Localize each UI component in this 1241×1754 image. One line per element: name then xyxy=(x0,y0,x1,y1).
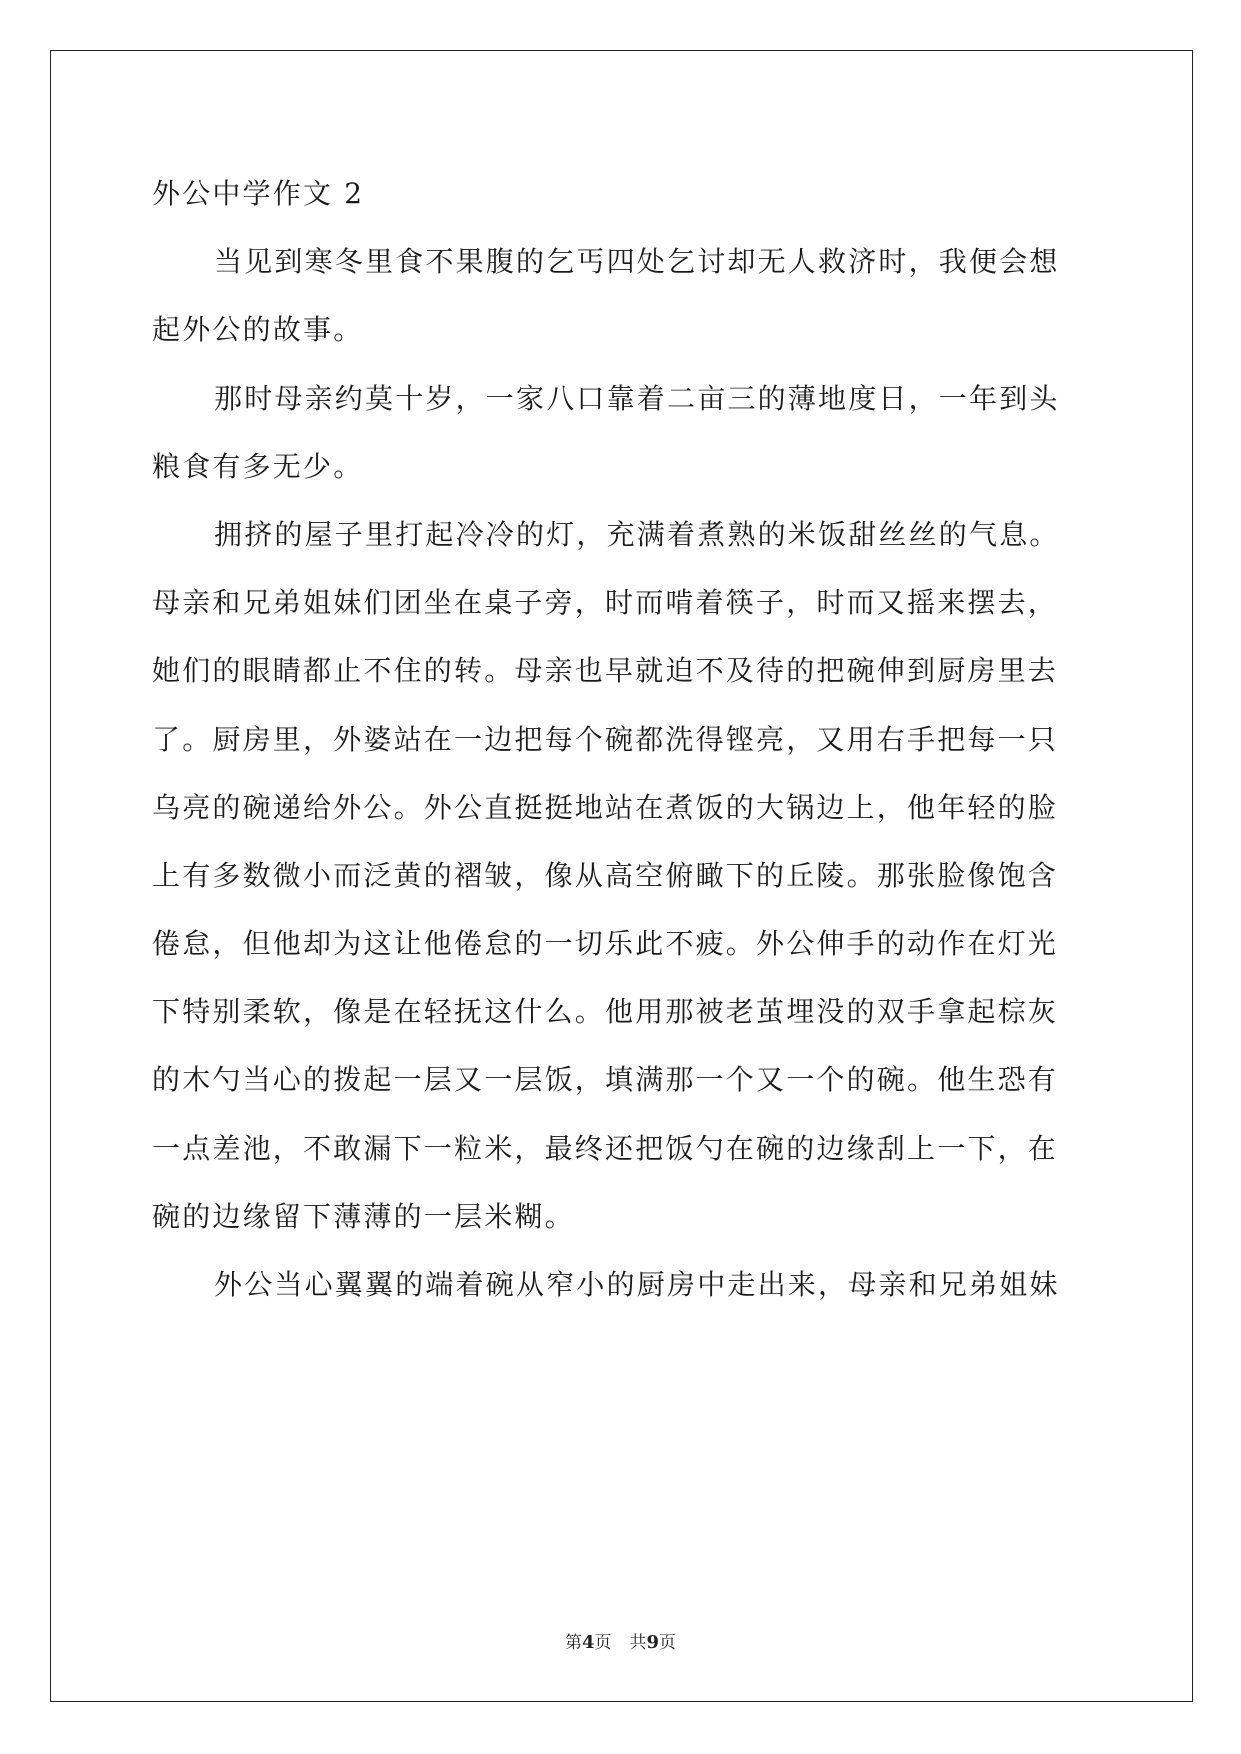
page-suffix: 页 xyxy=(594,1633,612,1653)
total-suffix: 页 xyxy=(659,1633,677,1653)
paragraph-line: 粮食有多无少。 xyxy=(152,449,364,483)
paragraph-line: 外公当心翼翼的端着碗从窄小的厨房中走出来，母亲和兄弟姐妹 xyxy=(214,1268,1060,1301)
paragraph-line: 了。厨房里，外婆站在一边把每个碗都洗得铿亮，又用右手把每一只 xyxy=(152,722,1059,756)
paragraph-line: 下特别柔软，像是在轻抚这什么。他用那被老茧埋没的双手拿起棕灰 xyxy=(152,995,1059,1029)
paragraph-line: 上有多数微小而泛黄的褶皱，像从高空俯瞰下的丘陵。那张脸像饱含 xyxy=(152,858,1059,892)
total-prefix: 共 xyxy=(629,1633,647,1653)
paragraph-line: 母亲和兄弟姐妹们团坐在桌子旁，时而啃着筷子，时而又摇来摆去， xyxy=(152,586,1059,620)
paragraph-line: 乌亮的碗递给外公。外公直挺挺地站在煮饭的大锅边上，他年轻的脸 xyxy=(152,790,1059,824)
paragraph-line: 倦怠，但他却为这让他倦怠的一切乐此不疲。外公伸手的动作在灯光 xyxy=(152,927,1059,961)
current-page-number: 4 xyxy=(581,1632,595,1653)
paragraph-line: 起外公的故事。 xyxy=(152,313,364,347)
paragraph-line: 的木勺当心的拨起一层又一层饭，填满那一个又一个的碗。他生恐有 xyxy=(152,1063,1059,1097)
document-body xyxy=(152,160,1087,1319)
paragraph-line: 拥挤的屋子里打起冷冷的灯，充满着煮熟的米饭甜丝丝的气息。 xyxy=(214,517,1060,551)
page-footer xyxy=(0,1628,1241,1653)
paragraph-line: 当见到寒冬里食不果腹的乞丐四处乞讨却无人救济时，我便会想 xyxy=(214,245,1060,279)
paragraph-line: 她们的眼睛都止不住的转。母亲也早就迫不及待的把碗伸到厨房里去 xyxy=(152,654,1059,688)
page-prefix: 第 xyxy=(564,1633,582,1653)
paragraph-line: 一点差池，不敢漏下一粒米，最终还把饭勺在碗的边缘刮上一下，在 xyxy=(152,1131,1059,1165)
paragraph-line: 碗的边缘留下薄薄的一层米糊。 xyxy=(152,1199,575,1233)
total-page-count: 9 xyxy=(646,1632,660,1653)
document-title: 外公中学作文 2 xyxy=(152,177,365,210)
paragraph-line: 那时母亲约莫十岁，一家八口靠着二亩三的薄地度日，一年到头 xyxy=(214,381,1060,415)
